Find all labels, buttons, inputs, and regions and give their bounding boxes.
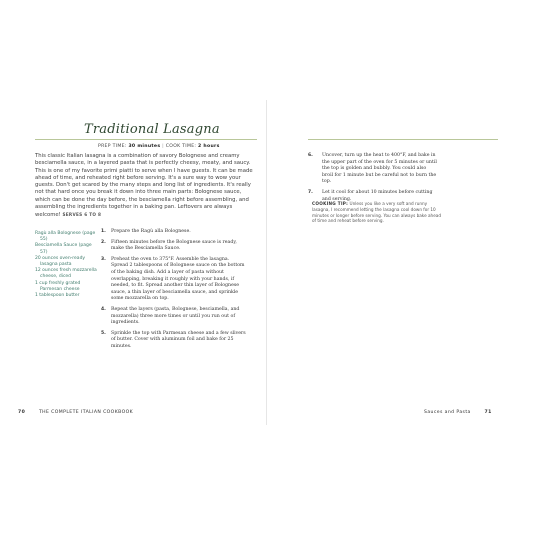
page-number-right: 71	[484, 410, 492, 415]
step-text: Sprinkle the top with Parmesan cheese and a few slivers of butter. Cover with aluminum foil and bake for 25 minutes.	[111, 330, 246, 349]
step-text: Uncover, turn up the heat to 400°F, and bake in the upper part of the oven for 5 minutes or until the top is golden and bubbly. You could also broil for 1 minute but be careful not to burn the top.	[322, 153, 437, 185]
cook-value: 2 hours	[198, 144, 220, 149]
ingredient-list	[35, 231, 97, 299]
section-title: Sauces and Pasta	[424, 410, 471, 415]
cook-label: COOK TIME:	[165, 144, 197, 149]
prep-value: 30 minutes	[128, 144, 161, 149]
ingredient-item: Besciamella Sauce (page 57)	[35, 243, 92, 255]
step-text: Preheat the oven to 375°F. Assemble the lasagna. Spread 2 tablespoons of Bolognese sauce on the bottom of the baking dish. Add a layer of pasta without overlapping, breaking it roughly with your hands, if needed, to fit. Spread another thin layer of Bolognese sauce, a thin layer of besciamella sauce, and sprinkle some mozzarella on top.	[111, 256, 245, 302]
title-rule-right	[308, 139, 498, 140]
step-text: Fifteen minutes before the Bolognese sauce is ready, make the Besciamella Sauce.	[111, 239, 237, 252]
step-item	[101, 257, 246, 303]
recipe-intro	[35, 153, 257, 220]
recipe-title: Traditional Lasagna	[84, 122, 220, 137]
ingredient-item: 1 cup freshly grated Parmesan cheese	[35, 280, 81, 292]
step-number: 6.	[308, 153, 313, 158]
title-rule-left	[35, 139, 257, 140]
step-item	[308, 153, 438, 186]
step-item	[101, 240, 246, 253]
cooking-tip	[312, 201, 442, 224]
step-number: 7.	[308, 189, 313, 195]
ingredient-item: 1 tablespoon butter	[35, 293, 80, 299]
step-number: 3.	[101, 256, 106, 262]
step-number: 4.	[101, 306, 106, 312]
step-item	[101, 229, 246, 236]
step-text: Prepare the Ragù alla Bolognese.	[111, 229, 191, 234]
book-title: THE COMPLETE ITALIAN COOKBOOK	[38, 410, 134, 415]
serves-label: SERVES 6 TO 8	[62, 212, 102, 218]
step-text: Let it cool for about 10 minutes before cutting and serving.	[322, 189, 433, 202]
page-gutter	[266, 100, 267, 425]
step-item	[101, 307, 246, 327]
step-item	[101, 331, 246, 351]
step-text: Repeat the layers (pasta, Bolognese, besciamella, and mozzarella) three more times or until you run out of ingredients.	[111, 306, 240, 326]
prep-label: PREP TIME:	[98, 144, 127, 149]
page-number-left: 70	[18, 410, 26, 415]
footer-right	[424, 410, 492, 415]
recipe-times: PREP TIME: 30 minutes | COOK TIME: 2 hours	[98, 144, 220, 149]
tip-label: COOKING TIP:	[312, 201, 349, 206]
footer-left	[18, 410, 133, 415]
tip-text: Unless you like a very soft and runny lasagna, I recommend letting the lasagna cool down for 10 minutes or longer before serving. You can always bake ahead of time and reheat before serving.	[312, 201, 442, 224]
step-number: 5.	[101, 330, 106, 336]
intro-text: This classic Italian lasagna is a combination of savory Bolognese and creamy besciamella sauce, in a layered pasta that is perfectly cheesy, meaty, and saucy. This is one of my favorite primi piatti to serve when I have guests. It can be made ahead of time, and reheated right before serving. It's a sure way to wow your guests. Don't get scared by the many steps and long list of ingredients. It's really not that hard once you break it down into three main parts: Bolognese sauce, which can be done the day before, the besciamella right before assembling, and assembling the ingredients together in a baking pan. Leftovers are always welcome!	[35, 153, 253, 219]
ingredient-item: 12 ounces fresh mozzarella cheese, diced	[35, 268, 97, 280]
steps-list-left	[101, 229, 246, 355]
ingredient-item: 20 ounces oven-ready lasagna pasta	[35, 255, 86, 268]
ingredient-item: Ragù alla Bolognese (page 55)	[35, 231, 96, 243]
step-number: 2.	[101, 239, 106, 245]
steps-list-right	[308, 153, 438, 207]
step-number: 1.	[101, 229, 106, 234]
